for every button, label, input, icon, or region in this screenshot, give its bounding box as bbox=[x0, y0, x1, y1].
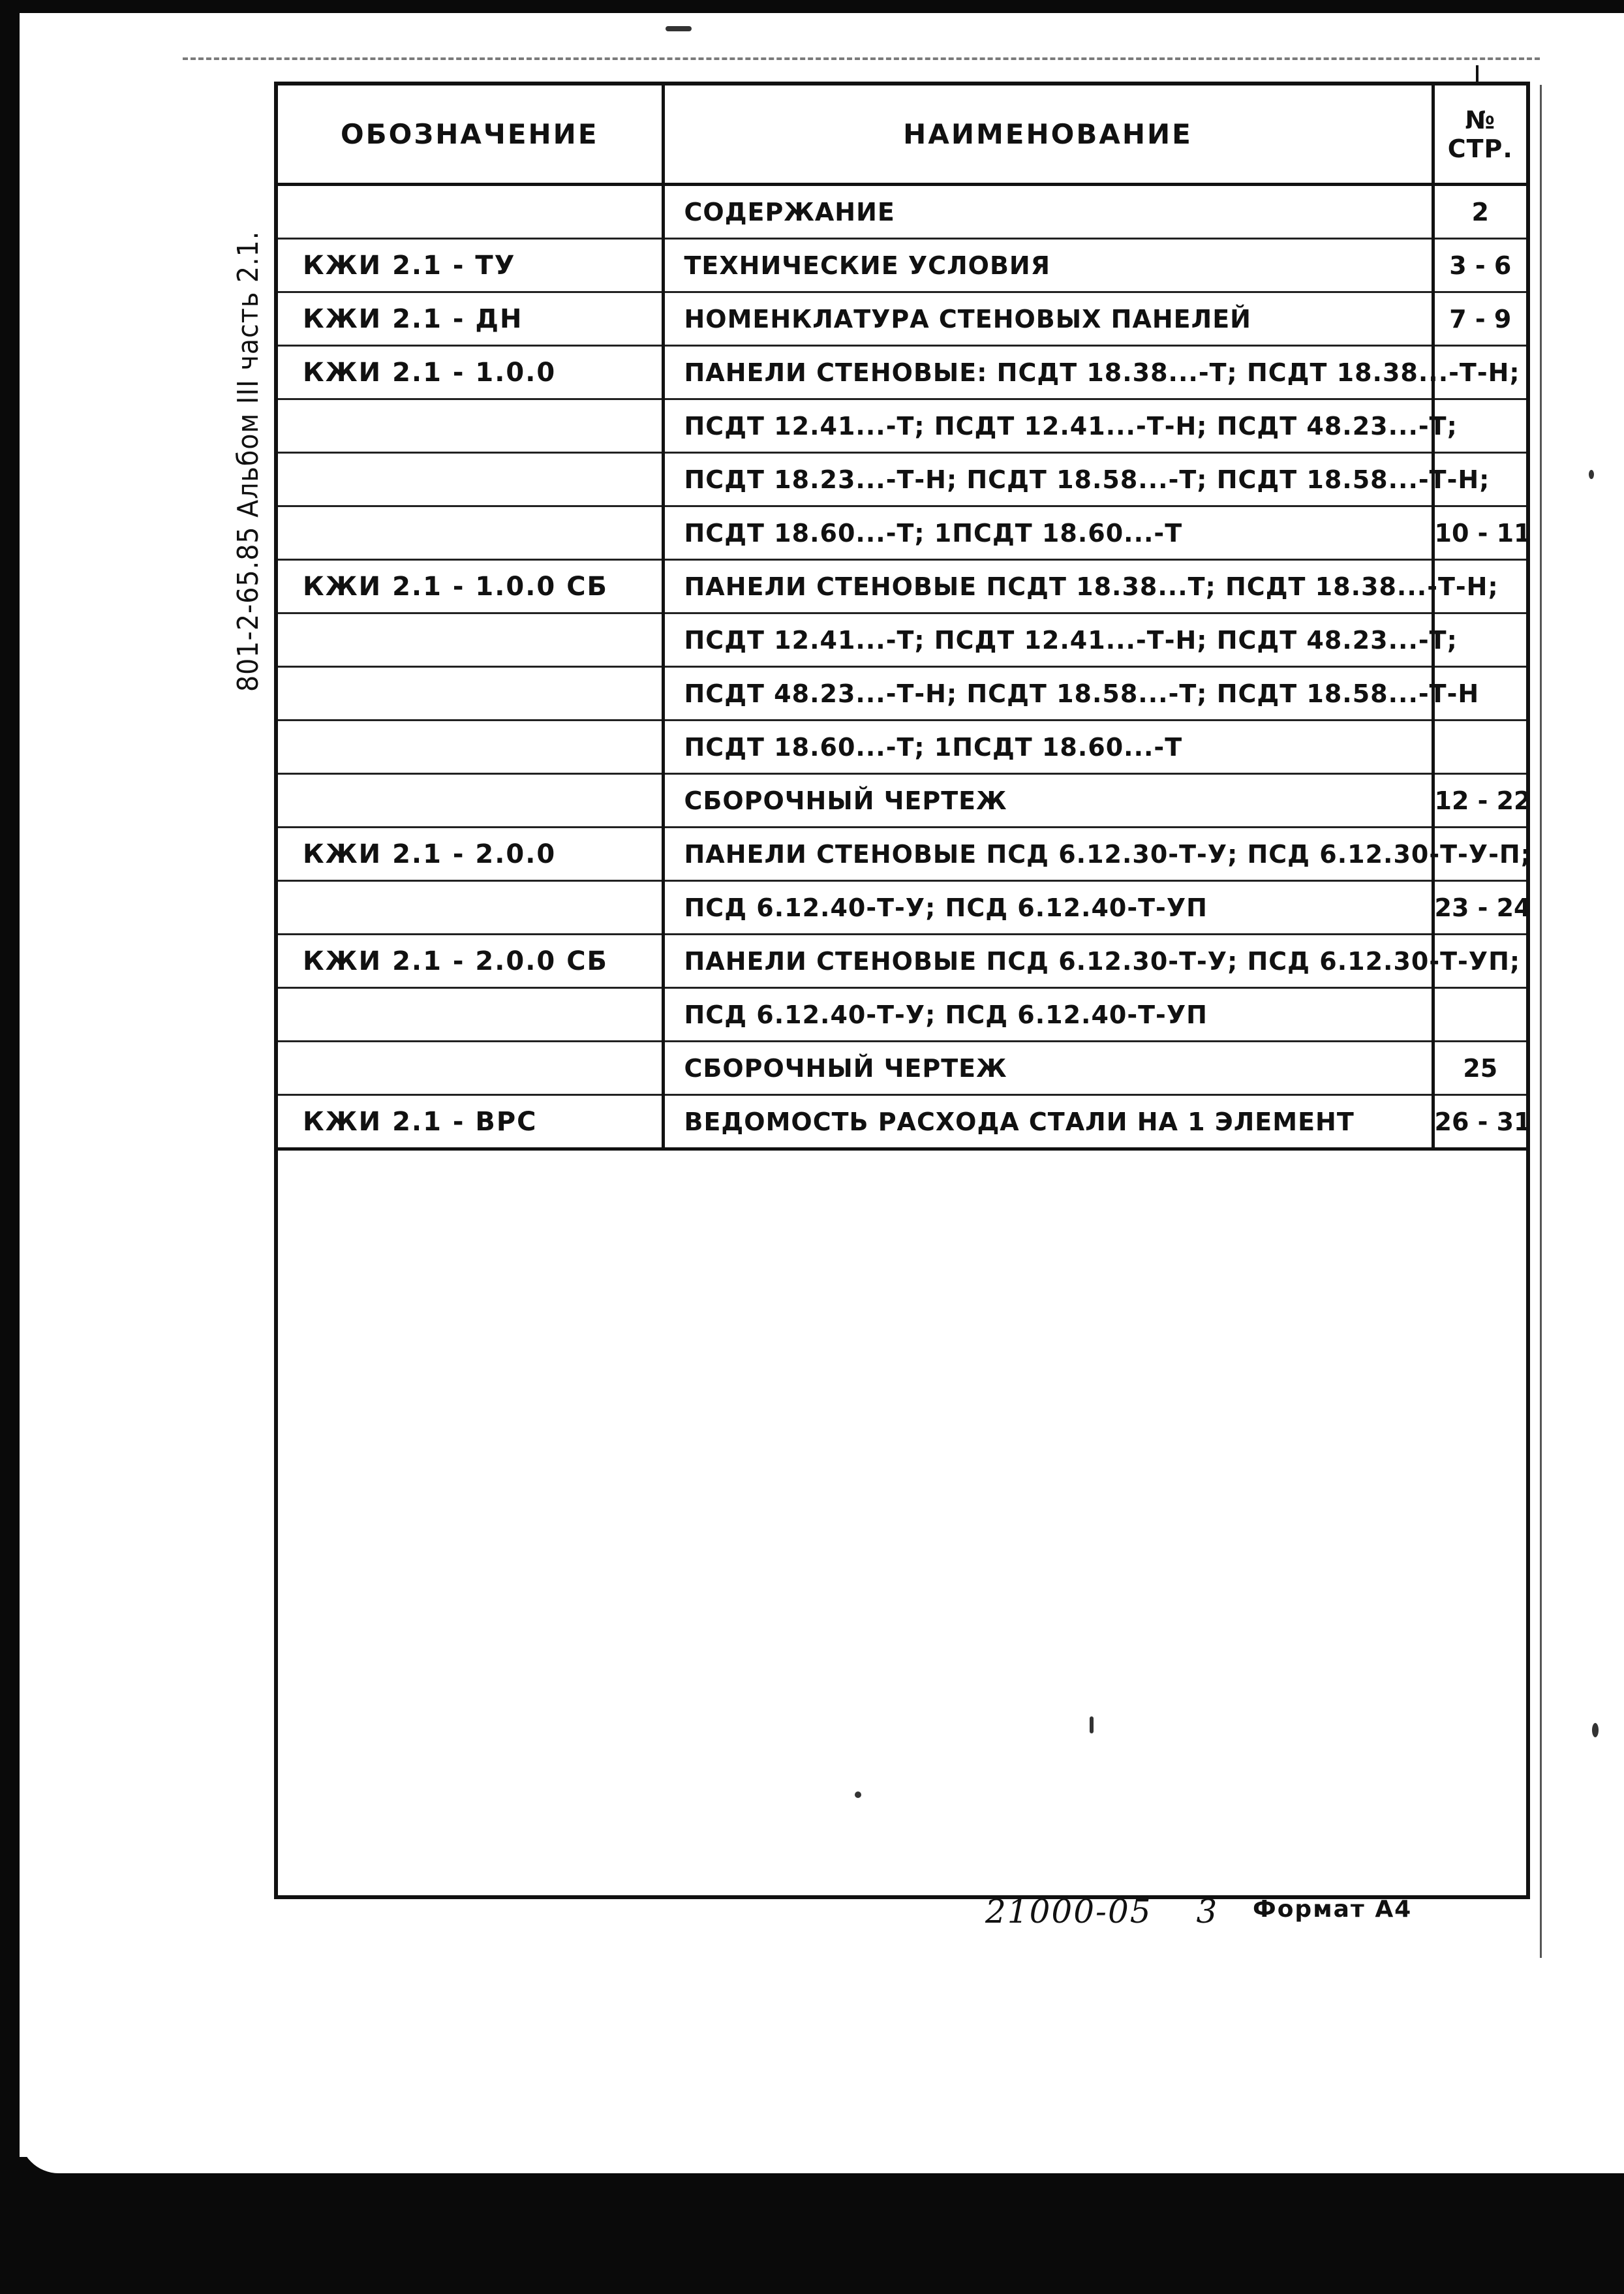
designation-cell bbox=[278, 1042, 663, 1095]
scan-speck bbox=[1090, 1716, 1094, 1733]
page-cell: 26 - 31 bbox=[1433, 1095, 1526, 1149]
table-row bbox=[278, 935, 1526, 988]
designation-cell bbox=[278, 721, 663, 774]
page-cell: 7 - 9 bbox=[1433, 292, 1526, 346]
name-cell: ПСД 6.12.40-Т-У; ПСД 6.12.40-Т-УП bbox=[663, 988, 1433, 1042]
table-row bbox=[278, 988, 1526, 1042]
page-cell bbox=[1433, 988, 1526, 1042]
paper-format: Формат А4 bbox=[1253, 1896, 1413, 1923]
designation-cell bbox=[278, 613, 663, 667]
designation-cell: КЖИ 2.1 - ТУ bbox=[278, 239, 663, 292]
name-cell: ПАНЕЛИ СТЕНОВЫЕ ПСД 6.12.30-Т-У; ПСД 6.12.30-Т-У-П; bbox=[663, 828, 1433, 881]
top-cut-line bbox=[183, 57, 1540, 60]
table-header-row bbox=[278, 85, 1526, 185]
designation-cell: КЖИ 2.1 - 1.0.0 bbox=[278, 346, 663, 399]
designation-cell bbox=[278, 667, 663, 721]
table-row bbox=[278, 881, 1526, 935]
name-cell: СОДЕРЖАНИЕ bbox=[663, 185, 1433, 239]
contents-sheet bbox=[274, 82, 1530, 1899]
name-cell: СБОРОЧНЫЙ ЧЕРТЕЖ bbox=[663, 1042, 1433, 1095]
designation-cell bbox=[278, 774, 663, 828]
scan-speck bbox=[855, 1791, 861, 1798]
table-row bbox=[278, 346, 1526, 399]
page-cell: 12 - 22 bbox=[1433, 774, 1526, 828]
scan-border-top bbox=[0, 0, 1624, 13]
scan-speck bbox=[1589, 470, 1594, 479]
header-designation: ОБОЗНАЧЕНИЕ bbox=[278, 85, 663, 185]
page-cell bbox=[1433, 721, 1526, 774]
page-cell: 2 bbox=[1433, 185, 1526, 239]
designation-cell bbox=[278, 988, 663, 1042]
name-cell: ТЕХНИЧЕСКИЕ УСЛОВИЯ bbox=[663, 239, 1433, 292]
table-row bbox=[278, 506, 1526, 560]
name-cell: ПАНЕЛИ СТЕНОВЫЕ ПСДТ 18.38...Т; ПСДТ 18.38...-Т-Н; bbox=[663, 560, 1433, 613]
table-row bbox=[278, 721, 1526, 774]
header-page: № СТР. bbox=[1433, 85, 1526, 185]
name-cell: НОМЕНКЛАТУРА СТЕНОВЫХ ПАНЕЛЕЙ bbox=[663, 292, 1433, 346]
name-cell: ПСДТ 48.23...-Т-Н; ПСДТ 18.58...-Т; ПСДТ 18.58...-Т-Н bbox=[663, 667, 1433, 721]
table-row bbox=[278, 453, 1526, 506]
name-cell: СБОРОЧНЫЙ ЧЕРТЕЖ bbox=[663, 774, 1433, 828]
designation-cell bbox=[278, 399, 663, 453]
table-row bbox=[278, 185, 1526, 239]
scan-speck bbox=[666, 26, 692, 31]
designation-cell bbox=[278, 506, 663, 560]
page-cell: 25 bbox=[1433, 1042, 1526, 1095]
designation-cell: КЖИ 2.1 - 1.0.0 СБ bbox=[278, 560, 663, 613]
album-side-title: 801-2-65.85 Альбом III часть 2.1. bbox=[232, 230, 265, 692]
designation-cell: КЖИ 2.1 - ВРС bbox=[278, 1095, 663, 1149]
table-row bbox=[278, 239, 1526, 292]
sheet-number: 3 bbox=[1196, 1893, 1219, 1930]
scan-border-left bbox=[0, 0, 20, 2294]
page-cell: 3 - 6 bbox=[1433, 239, 1526, 292]
designation-cell: КЖИ 2.1 - ДН bbox=[278, 292, 663, 346]
table-row bbox=[278, 399, 1526, 453]
document-code bbox=[985, 1893, 1218, 1930]
name-cell: ПСДТ 12.41...-Т; ПСДТ 12.41...-Т-Н; ПСДТ 48.23...-Т; bbox=[663, 399, 1433, 453]
page-cell: 23 - 24 bbox=[1433, 881, 1526, 935]
name-cell: ВЕДОМОСТЬ РАСХОДА СТАЛИ НА 1 ЭЛЕМЕНТ bbox=[663, 1095, 1433, 1149]
name-cell: ПАНЕЛИ СТЕНОВЫЕ ПСД 6.12.30-Т-У; ПСД 6.12.30-Т-УП; bbox=[663, 935, 1433, 988]
table-row bbox=[278, 1042, 1526, 1095]
table-row bbox=[278, 774, 1526, 828]
designation-cell: КЖИ 2.1 - 2.0.0 СБ bbox=[278, 935, 663, 988]
name-cell: ПСД 6.12.40-Т-У; ПСД 6.12.40-Т-УП bbox=[663, 881, 1433, 935]
designation-cell bbox=[278, 185, 663, 239]
designation-cell: КЖИ 2.1 - 2.0.0 bbox=[278, 828, 663, 881]
table-row bbox=[278, 560, 1526, 613]
name-cell: ПСДТ 12.41...-Т; ПСДТ 12.41...-Т-Н; ПСДТ 48.23...-Т; bbox=[663, 613, 1433, 667]
document-number: 21000-05 bbox=[985, 1893, 1152, 1930]
designation-cell bbox=[278, 881, 663, 935]
top-tick-mark bbox=[1476, 65, 1478, 82]
table-row bbox=[278, 828, 1526, 881]
name-cell: ПСДТ 18.60...-Т; 1ПСДТ 18.60...-Т bbox=[663, 721, 1433, 774]
table-row bbox=[278, 292, 1526, 346]
name-cell: ПСДТ 18.60...-Т; 1ПСДТ 18.60...-Т bbox=[663, 506, 1433, 560]
name-cell: ПАНЕЛИ СТЕНОВЫЕ: ПСДТ 18.38...-Т; ПСДТ 18.38...-Т-Н; bbox=[663, 346, 1433, 399]
scan-border-bottom bbox=[0, 2157, 1624, 2294]
contents-table bbox=[278, 85, 1531, 1151]
page-cell: 10 - 11 bbox=[1433, 506, 1526, 560]
name-cell: ПСДТ 18.23...-Т-Н; ПСДТ 18.58...-Т; ПСДТ 18.58...-Т-Н; bbox=[663, 453, 1433, 506]
designation-cell bbox=[278, 453, 663, 506]
table-row bbox=[278, 667, 1526, 721]
table-body bbox=[278, 185, 1531, 1149]
page-edge bbox=[20, 2121, 1624, 2173]
scan-speck bbox=[1592, 1723, 1599, 1737]
header-name: НАИМЕНОВАНИЕ bbox=[663, 85, 1433, 185]
table-row bbox=[278, 1095, 1526, 1149]
right-edge-line bbox=[1540, 85, 1542, 1958]
table-row bbox=[278, 613, 1526, 667]
